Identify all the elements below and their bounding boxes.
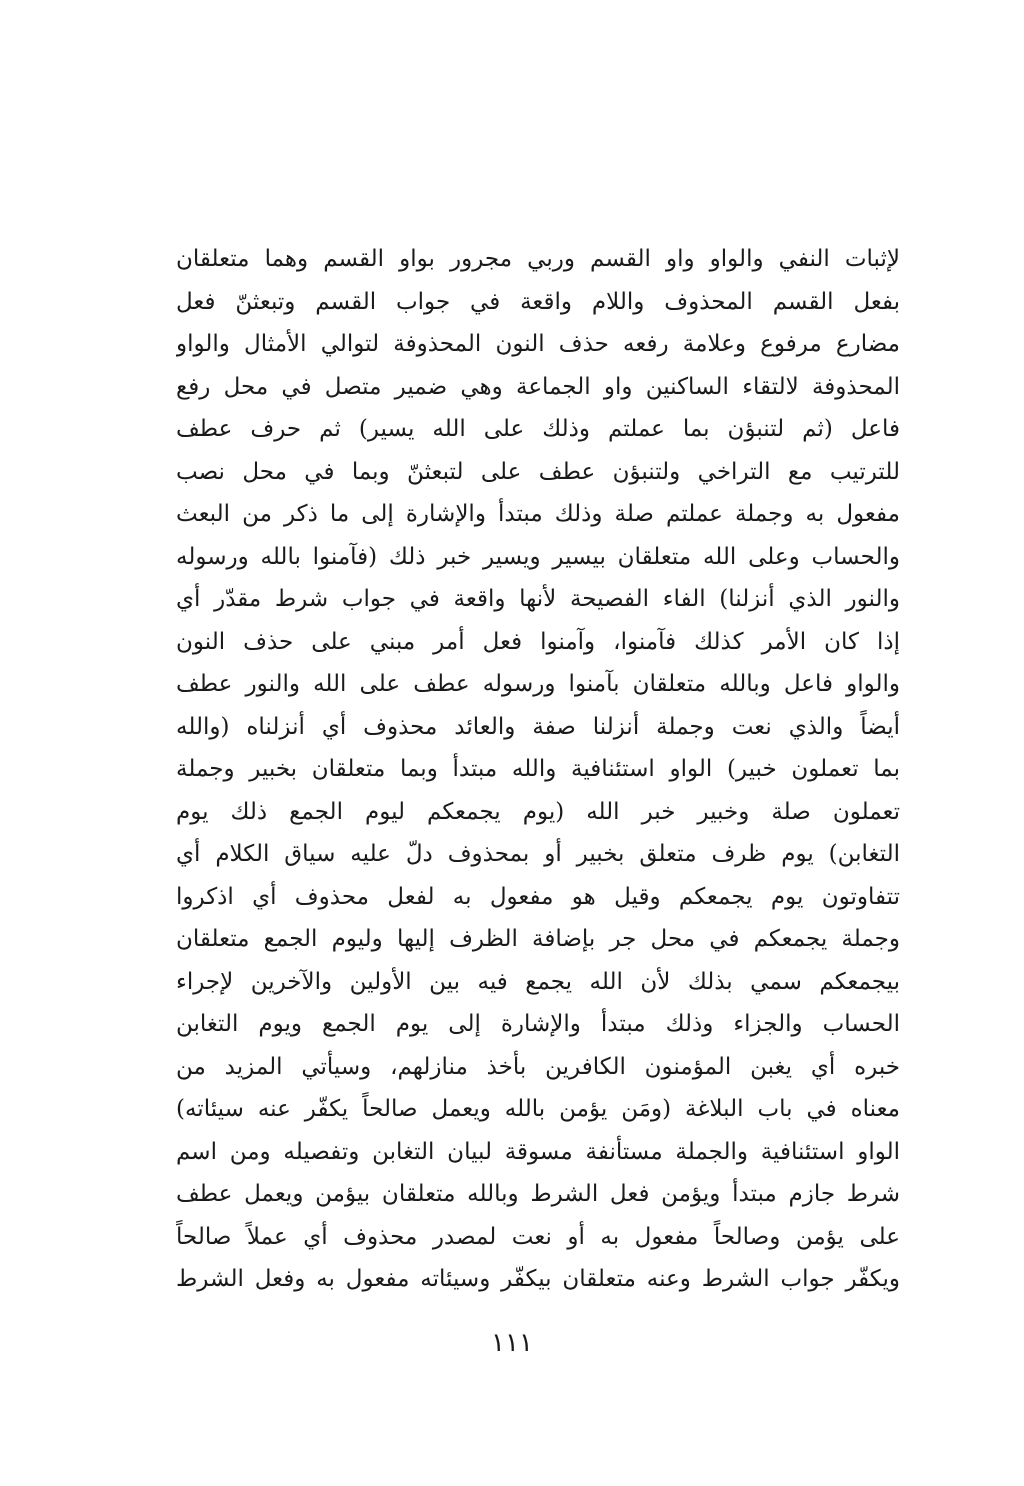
- text-line: شرط جازم مبتدأ ويؤمن فعل الشرط وبالله متعلقان بيؤمن ويعمل عطف: [176, 1181, 900, 1207]
- body-text: [176, 238, 900, 1301]
- text-line: بفعل القسم المحذوف واللام واقعة في جواب القسم وتبعثنّ فعل: [176, 288, 900, 315]
- text-line: لإثبات النفي والواو واو القسم وربي مجرور بواو القسم وهما متعلقان: [176, 246, 900, 272]
- text-line: والنور الذي أنزلنا) الفاء الفصيحة لأنها واقعة في جواب شرط مقدّر أي: [176, 586, 900, 612]
- text-line: والواو فاعل وبالله متعلقان بآمنوا ورسوله عطف على الله والنور عطف: [176, 671, 900, 697]
- text-line: بيجمعكم سمي بذلك لأن الله يجمع فيه بين الأولين والآخرين لإجراء: [176, 968, 900, 995]
- text-line: خبره أي يغبن المؤمنون الكافرين بأخذ منازلهم، وسيأتي المزيد من: [176, 1053, 900, 1080]
- text-line: والحساب وعلى الله متعلقان بيسير ويسير خبر ذلك (فآمنوا بالله ورسوله: [176, 543, 900, 570]
- text-line: تتفاوتون يوم يجمعكم وقيل هو مفعول به لفعل محذوف أي اذكروا: [176, 883, 900, 910]
- text-line: معناه في باب البلاغة (ومَن يؤمن بالله ويعمل صالحاً يكفّر عنه سيئاته): [176, 1096, 900, 1122]
- text-line: فاعل (ثم لتنبؤن بما عملتم وذلك على الله يسير) ثم حرف عطف: [176, 416, 900, 442]
- text-line: إذا كان الأمر كذلك فآمنوا، وآمنوا فعل أمر مبني على حذف النون: [176, 628, 900, 655]
- text-line: ويكفّر جواب الشرط وعنه متعلقان بيكفّر وسيئاته مفعول به وفعل الشرط: [176, 1266, 900, 1292]
- text-line: تعملون صلة وخبير خبر الله (يوم يجمعكم ليوم الجمع ذلك يوم: [176, 798, 900, 825]
- text-line: وجملة يجمعكم في محل جر بإضافة الظرف إليها وليوم الجمع متعلقان: [176, 926, 900, 952]
- text-line: مضارع مرفوع وعلامة رفعه حذف النون المحذوفة لتوالي الأمثال والواو: [176, 331, 900, 357]
- text-line: أيضاً والذي نعت وجملة أنزلنا صفة والعائد محذوف أي أنزلناه (والله: [176, 713, 900, 740]
- text-line: الحساب والجزاء وذلك مبتدأ والإشارة إلى يوم الجمع ويوم التغابن: [176, 1011, 900, 1037]
- text-line: مفعول به وجملة عملتم صلة وذلك مبتدأ والإشارة إلى ما ذكر من البعث: [176, 501, 900, 527]
- text-line: على يؤمن وصالحاً مفعول به أو نعت لمصدر محذوف أي عملاً صالحاً: [176, 1223, 900, 1250]
- text-line: بما تعملون خبير) الواو استئنافية والله مبتدأ وبما متعلقان بخبير وجملة: [176, 756, 900, 782]
- text-line: الواو استئنافية والجملة مستأنفة مسوقة لبيان التغابن وتفصيله ومن اسم: [176, 1138, 900, 1165]
- text-line: للترتيب مع التراخي ولتنبؤن عطف على لتبعثنّ وبما في محل نصب: [176, 458, 900, 485]
- page-number: ١١١: [491, 1328, 533, 1358]
- text-line: التغابن) يوم ظرف متعلق بخبير أو بمحذوف دلّ عليه سياق الكلام أي: [176, 841, 900, 867]
- text-line: المحذوفة لالتقاء الساكنين واو الجماعة وهي ضمير متصل في محل رفع: [176, 373, 900, 400]
